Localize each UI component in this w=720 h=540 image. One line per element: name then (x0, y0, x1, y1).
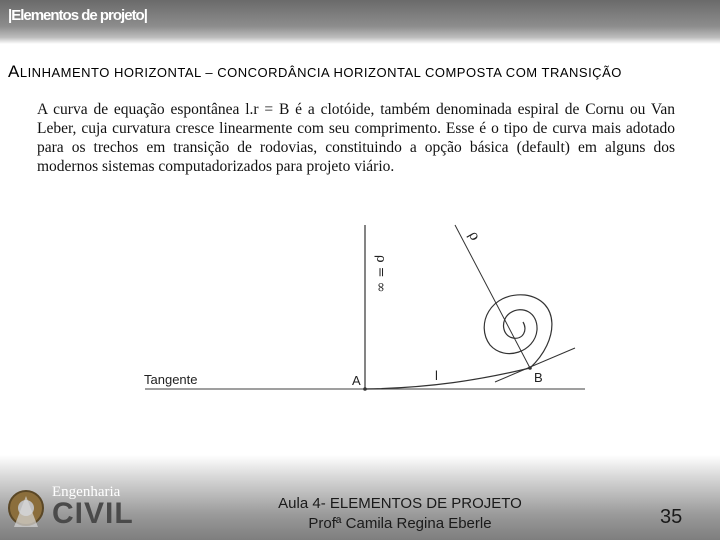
rho-label: ρ (465, 228, 484, 244)
point-b-label: B (534, 370, 543, 385)
point-b-marker (528, 366, 532, 370)
slide-title-rest: LINHAMENTO HORIZONTAL – CONCORDÂNCIA HORIZONTAL COMPOSTA COM TRANSIÇÃO (19, 65, 622, 80)
point-a-label: A (352, 373, 361, 388)
point-a-marker (363, 387, 367, 391)
spiral-curve (484, 295, 552, 368)
body-paragraph: A curva de equação espontânea l.r = B é a clotóide, também denominada espiral de Cornu ou Van Leber, cuja curvatura cresce linearmente com seu comprimento. Esse é o tipo de curva mais adotado para os trechos em transição de rodovias, constituindo a opção básica (default) em alguns dos modernos sistemas computadorizados para projeto viário. (37, 101, 675, 175)
footer-professor: Profª Camila Regina Eberle (308, 515, 492, 532)
clothoid-diagram (140, 220, 600, 395)
arc-length-label: l (435, 368, 438, 383)
slide-title-first-letter: A (8, 62, 20, 81)
header-title: |Elementos de projeto| (8, 7, 147, 24)
radius-line (455, 225, 530, 368)
rho-infinity-label: ρ = ∞ (373, 255, 388, 293)
footer-course: Aula 4- ELEMENTOS DE PROJETO (278, 495, 522, 512)
page-number: 35 (660, 506, 683, 528)
header-bar (0, 0, 720, 44)
slide-title (8, 62, 622, 82)
clothoid-curve (365, 368, 530, 389)
logo-civil: CIVIL (52, 497, 134, 530)
logo-word: Engenharia (52, 484, 121, 500)
tangent-label: Tangente (144, 372, 198, 387)
